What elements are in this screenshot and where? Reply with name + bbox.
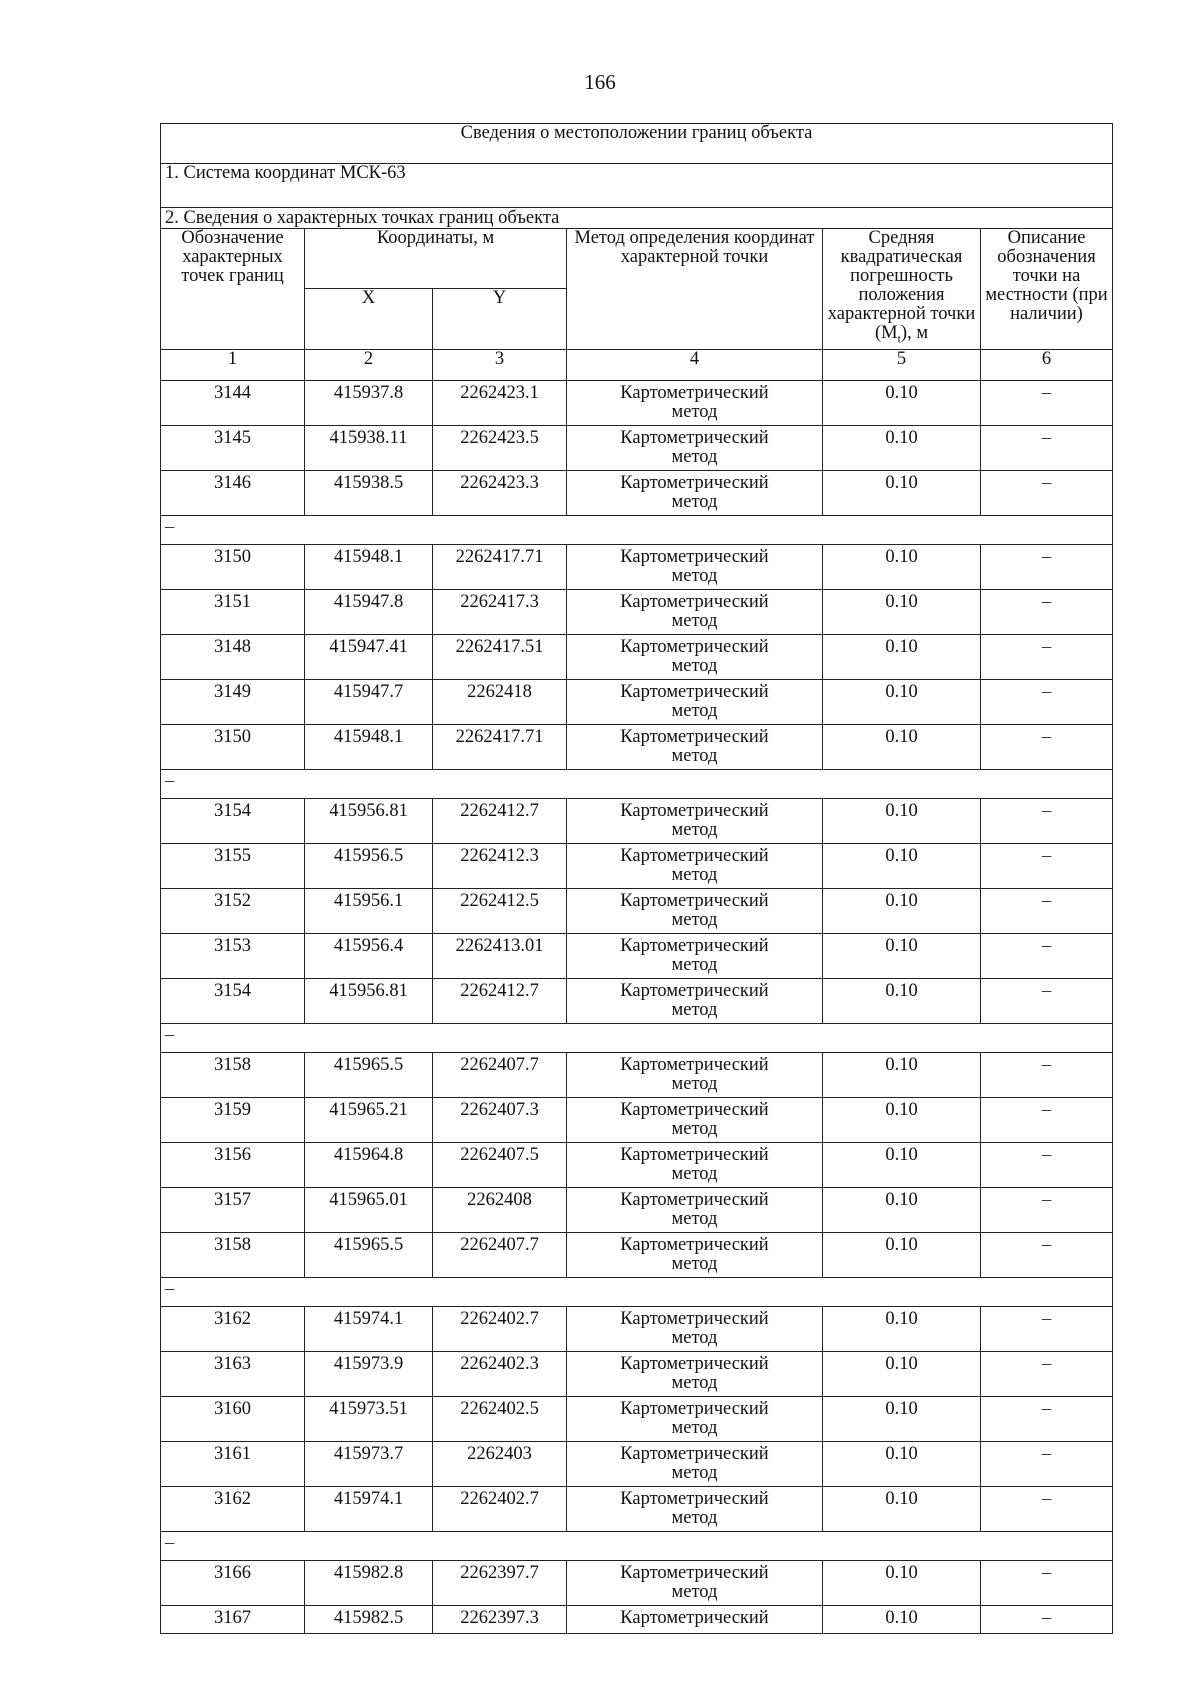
table-row (161, 380, 1113, 425)
table-row (161, 1187, 1113, 1232)
method-line-1: Картометрический (620, 1488, 769, 1509)
mean-square-error: 0.10 (823, 380, 981, 425)
point-id: 3148 (161, 634, 305, 679)
method (567, 724, 823, 769)
method-line-2: метод (671, 1581, 718, 1602)
coord-y: 2262397.3 (433, 1605, 567, 1633)
point-id: 3149 (161, 679, 305, 724)
method-line-2: метод (671, 1118, 718, 1139)
point-id: 3156 (161, 1142, 305, 1187)
coord-y: 2262397.7 (433, 1560, 567, 1605)
contour-separator: – (161, 1023, 1113, 1052)
method (567, 1187, 823, 1232)
method-line-1: Картометрический (620, 980, 769, 1001)
method-line-1: Картометрический (620, 800, 769, 821)
mean-square-error: 0.10 (823, 470, 981, 515)
method-line-2: метод (671, 1208, 718, 1229)
coordinate-system-row (161, 164, 1113, 208)
coord-x: 415965.5 (305, 1052, 433, 1097)
coord-y: 2262423.5 (433, 425, 567, 470)
method (567, 1560, 823, 1605)
point-description: – (981, 978, 1113, 1023)
point-description: – (981, 724, 1113, 769)
table-row (161, 843, 1113, 888)
table-row (161, 425, 1113, 470)
point-description: – (981, 1396, 1113, 1441)
coord-x: 415956.81 (305, 978, 433, 1023)
point-id: 3144 (161, 380, 305, 425)
point-id: 3158 (161, 1052, 305, 1097)
coord-y: 2262408 (433, 1187, 567, 1232)
coord-x: 415948.1 (305, 724, 433, 769)
method (567, 978, 823, 1023)
coord-x: 415965.21 (305, 1097, 433, 1142)
point-id: 3162 (161, 1306, 305, 1351)
table-body (161, 124, 1113, 1634)
coord-x: 415947.7 (305, 679, 433, 724)
method-line-2: метод (671, 655, 718, 676)
header-error-subscript: t (897, 331, 901, 346)
method-line-2: метод (671, 954, 718, 975)
section-title: 2. Сведения о характерных точках границ объекта (161, 208, 1113, 229)
method-line-1: Картометрический (620, 681, 769, 702)
point-description: – (981, 1052, 1113, 1097)
method-line-1: Картометрический (620, 890, 769, 911)
column-number: 3 (433, 349, 567, 380)
page-number: 166 (584, 70, 616, 94)
method-line-1: Картометрический (620, 636, 769, 657)
mean-square-error: 0.10 (823, 1142, 981, 1187)
point-id: 3166 (161, 1560, 305, 1605)
mean-square-error: 0.10 (823, 933, 981, 978)
point-description: – (981, 1097, 1113, 1142)
mean-square-error: 0.10 (823, 724, 981, 769)
coord-y: 2262402.3 (433, 1351, 567, 1396)
method-line-2: метод (671, 491, 718, 512)
point-description: – (981, 1232, 1113, 1277)
coord-x: 415956.81 (305, 798, 433, 843)
method-line-2: метод (671, 401, 718, 422)
coord-y: 2262407.3 (433, 1097, 567, 1142)
coord-x: 415982.8 (305, 1560, 433, 1605)
coord-y: 2262417.71 (433, 724, 567, 769)
mean-square-error: 0.10 (823, 888, 981, 933)
mean-square-error: 0.10 (823, 1351, 981, 1396)
coord-y: 2262407.5 (433, 1142, 567, 1187)
contour-separator-row (161, 1023, 1113, 1052)
method (567, 1052, 823, 1097)
coord-y: 2262412.3 (433, 843, 567, 888)
point-id: 3162 (161, 1486, 305, 1531)
mean-square-error: 0.10 (823, 798, 981, 843)
method-line-2: метод (671, 1163, 718, 1184)
coordinate-system: 1. Система координат МСК-63 (161, 164, 1113, 208)
column-number: 5 (823, 349, 981, 380)
method-line-2: метод (671, 1073, 718, 1094)
method (567, 843, 823, 888)
point-description: – (981, 1486, 1113, 1531)
coord-y: 2262418 (433, 679, 567, 724)
method-line-1: Картометрический (620, 1353, 769, 1374)
point-id: 3158 (161, 1232, 305, 1277)
method-line-1: Картометрический (620, 427, 769, 448)
point-description: – (981, 1605, 1113, 1633)
method-line-1: Картометрический (620, 1562, 769, 1583)
header-y: Y (433, 289, 567, 349)
method (567, 1351, 823, 1396)
point-id: 3167 (161, 1605, 305, 1633)
coord-x: 415938.11 (305, 425, 433, 470)
coord-y: 2262417.51 (433, 634, 567, 679)
point-description: – (981, 470, 1113, 515)
table-row (161, 679, 1113, 724)
point-description: – (981, 798, 1113, 843)
coord-y: 2262413.01 (433, 933, 567, 978)
method-line-1: Картометрический (620, 1443, 769, 1464)
method-line-1: Картометрический (620, 1099, 769, 1120)
point-id: 3159 (161, 1097, 305, 1142)
method-line-1: Картометрический (620, 1308, 769, 1329)
point-description: – (981, 888, 1113, 933)
coord-x: 415973.9 (305, 1351, 433, 1396)
method-line-1: Картометрический (620, 1054, 769, 1075)
method-line-2: метод (671, 745, 718, 766)
table-row (161, 1486, 1113, 1531)
method-line-2: метод (671, 909, 718, 930)
table-row (161, 1142, 1113, 1187)
table-row (161, 1441, 1113, 1486)
table-row (161, 1232, 1113, 1277)
table-row (161, 1097, 1113, 1142)
coord-x: 415948.1 (305, 544, 433, 589)
point-description: – (981, 380, 1113, 425)
table-row (161, 1560, 1113, 1605)
coord-y: 2262412.7 (433, 978, 567, 1023)
coord-x: 415938.5 (305, 470, 433, 515)
table-row (161, 1052, 1113, 1097)
method-line-2: метод (671, 1327, 718, 1348)
point-description: – (981, 1441, 1113, 1486)
table-row (161, 724, 1113, 769)
method-line-1: Картометрический (620, 726, 769, 747)
point-description: – (981, 1560, 1113, 1605)
point-id: 3146 (161, 470, 305, 515)
coord-x: 415956.1 (305, 888, 433, 933)
method-line-1: Картометрический (620, 1398, 769, 1419)
point-id: 3160 (161, 1396, 305, 1441)
contour-separator-row (161, 515, 1113, 544)
mean-square-error: 0.10 (823, 1560, 981, 1605)
point-description: – (981, 1142, 1113, 1187)
contour-separator-row (161, 1277, 1113, 1306)
contour-separator-row (161, 1531, 1113, 1560)
header-description: Описание обозначения точки на местности (при наличии) (981, 229, 1113, 350)
contour-separator: – (161, 1531, 1113, 1560)
coord-x: 415974.1 (305, 1486, 433, 1531)
point-description: – (981, 544, 1113, 589)
method (567, 589, 823, 634)
method (567, 470, 823, 515)
method-line-1: Картометрический (620, 1607, 769, 1628)
method (567, 1142, 823, 1187)
table-row (161, 634, 1113, 679)
header-error-text: Средняя квадратическая погрешность положения характерной точки (M (827, 228, 976, 343)
coord-x: 415974.1 (305, 1306, 433, 1351)
column-number: 4 (567, 349, 823, 380)
coord-x: 415973.51 (305, 1396, 433, 1441)
method (567, 634, 823, 679)
method-line-2: метод (671, 565, 718, 586)
method-line-2: метод (671, 1462, 718, 1483)
contour-separator: – (161, 515, 1113, 544)
method-line-2: метод (671, 446, 718, 467)
coord-x: 415973.7 (305, 1441, 433, 1486)
column-header-row (161, 229, 1113, 289)
coord-y: 2262417.3 (433, 589, 567, 634)
point-id: 3163 (161, 1351, 305, 1396)
mean-square-error: 0.10 (823, 1097, 981, 1142)
table-row (161, 798, 1113, 843)
table-row (161, 470, 1113, 515)
boundary-points-table (160, 123, 1113, 1634)
mean-square-error: 0.10 (823, 1232, 981, 1277)
mean-square-error: 0.10 (823, 978, 981, 1023)
mean-square-error: 0.10 (823, 1306, 981, 1351)
table-row (161, 978, 1113, 1023)
column-number: 6 (981, 349, 1113, 380)
table-row (161, 1605, 1113, 1633)
coord-y: 2262407.7 (433, 1232, 567, 1277)
coord-y: 2262403 (433, 1441, 567, 1486)
method (567, 1486, 823, 1531)
point-id: 3150 (161, 544, 305, 589)
header-designation: Обозначение характерных точек границ (161, 229, 305, 350)
method-line-1: Картометрический (620, 546, 769, 567)
method-line-1: Картометрический (620, 472, 769, 493)
point-id: 3154 (161, 798, 305, 843)
method (567, 679, 823, 724)
mean-square-error: 0.10 (823, 1052, 981, 1097)
coord-y: 2262423.1 (433, 380, 567, 425)
point-description: – (981, 425, 1113, 470)
coord-y: 2262402.7 (433, 1486, 567, 1531)
method (567, 544, 823, 589)
table-row (161, 544, 1113, 589)
mean-square-error: 0.10 (823, 679, 981, 724)
method (567, 1396, 823, 1441)
method (567, 798, 823, 843)
coord-x: 415982.5 (305, 1605, 433, 1633)
method-line-2: метод (671, 610, 718, 631)
point-id: 3145 (161, 425, 305, 470)
mean-square-error: 0.10 (823, 1396, 981, 1441)
coord-x: 415956.4 (305, 933, 433, 978)
method (567, 888, 823, 933)
method-line-1: Картометрический (620, 1189, 769, 1210)
coord-y: 2262402.7 (433, 1306, 567, 1351)
point-id: 3151 (161, 589, 305, 634)
coord-y: 2262412.7 (433, 798, 567, 843)
header-x: X (305, 289, 433, 349)
point-id: 3152 (161, 888, 305, 933)
coord-x: 415937.8 (305, 380, 433, 425)
method-line-2: метод (671, 1253, 718, 1274)
method-line-1: Картометрический (620, 845, 769, 866)
table-row (161, 1396, 1113, 1441)
column-number-row (161, 349, 1113, 380)
point-description: – (981, 679, 1113, 724)
mean-square-error: 0.10 (823, 544, 981, 589)
coord-y: 2262423.3 (433, 470, 567, 515)
method-line-1: Картометрический (620, 1144, 769, 1165)
mean-square-error: 0.10 (823, 1441, 981, 1486)
table-title: Сведения о местоположении границ объекта (161, 124, 1113, 164)
method (567, 1441, 823, 1486)
method-line-2: метод (671, 700, 718, 721)
coord-y: 2262417.71 (433, 544, 567, 589)
method-line-1: Картометрический (620, 382, 769, 403)
point-description: – (981, 634, 1113, 679)
contour-separator: – (161, 769, 1113, 798)
coord-x: 415965.5 (305, 1232, 433, 1277)
coord-y: 2262402.5 (433, 1396, 567, 1441)
method-line-1: Картометрический (620, 935, 769, 956)
method-line-2: метод (671, 1372, 718, 1393)
mean-square-error: 0.10 (823, 843, 981, 888)
coord-x: 415947.41 (305, 634, 433, 679)
point-id: 3150 (161, 724, 305, 769)
point-description: – (981, 933, 1113, 978)
method-line-1: Картометрический (620, 1234, 769, 1255)
method-line-2: метод (671, 864, 718, 885)
section-title-row (161, 208, 1113, 229)
coord-x: 415964.8 (305, 1142, 433, 1187)
table-row (161, 1351, 1113, 1396)
point-id: 3153 (161, 933, 305, 978)
point-id: 3154 (161, 978, 305, 1023)
method-line-2: метод (671, 1507, 718, 1528)
contour-separator: – (161, 1277, 1113, 1306)
coord-x: 415965.01 (305, 1187, 433, 1232)
header-error-unit: ), м (900, 323, 929, 343)
method (567, 1232, 823, 1277)
mean-square-error: 0.10 (823, 425, 981, 470)
column-number: 1 (161, 349, 305, 380)
mean-square-error: 0.10 (823, 1605, 981, 1633)
method (567, 1097, 823, 1142)
method-line-2: метод (671, 819, 718, 840)
method-line-2: метод (671, 1417, 718, 1438)
point-id: 3157 (161, 1187, 305, 1232)
coord-y: 2262407.7 (433, 1052, 567, 1097)
header-method: Метод определения координат характерной точки (567, 229, 823, 350)
mean-square-error: 0.10 (823, 589, 981, 634)
point-id: 3161 (161, 1441, 305, 1486)
table-row (161, 1306, 1113, 1351)
contour-separator-row (161, 769, 1113, 798)
table-row (161, 933, 1113, 978)
table-row (161, 589, 1113, 634)
header-coordinates: Координаты, м (305, 229, 567, 289)
point-id: 3155 (161, 843, 305, 888)
method-line-1: Картометрический (620, 591, 769, 612)
coord-x: 415956.5 (305, 843, 433, 888)
column-number: 2 (305, 349, 433, 380)
method (567, 1605, 823, 1633)
coord-y: 2262412.5 (433, 888, 567, 933)
mean-square-error: 0.10 (823, 1187, 981, 1232)
header-error (823, 229, 981, 350)
point-description: – (981, 843, 1113, 888)
method-line-2: метод (671, 999, 718, 1020)
point-description: – (981, 1306, 1113, 1351)
point-description: – (981, 589, 1113, 634)
method (567, 933, 823, 978)
point-description: – (981, 1187, 1113, 1232)
mean-square-error: 0.10 (823, 1486, 981, 1531)
coord-x: 415947.8 (305, 589, 433, 634)
method (567, 380, 823, 425)
mean-square-error: 0.10 (823, 634, 981, 679)
method (567, 425, 823, 470)
point-description: – (981, 1351, 1113, 1396)
table-title-row (161, 124, 1113, 164)
method (567, 1306, 823, 1351)
table-row (161, 888, 1113, 933)
